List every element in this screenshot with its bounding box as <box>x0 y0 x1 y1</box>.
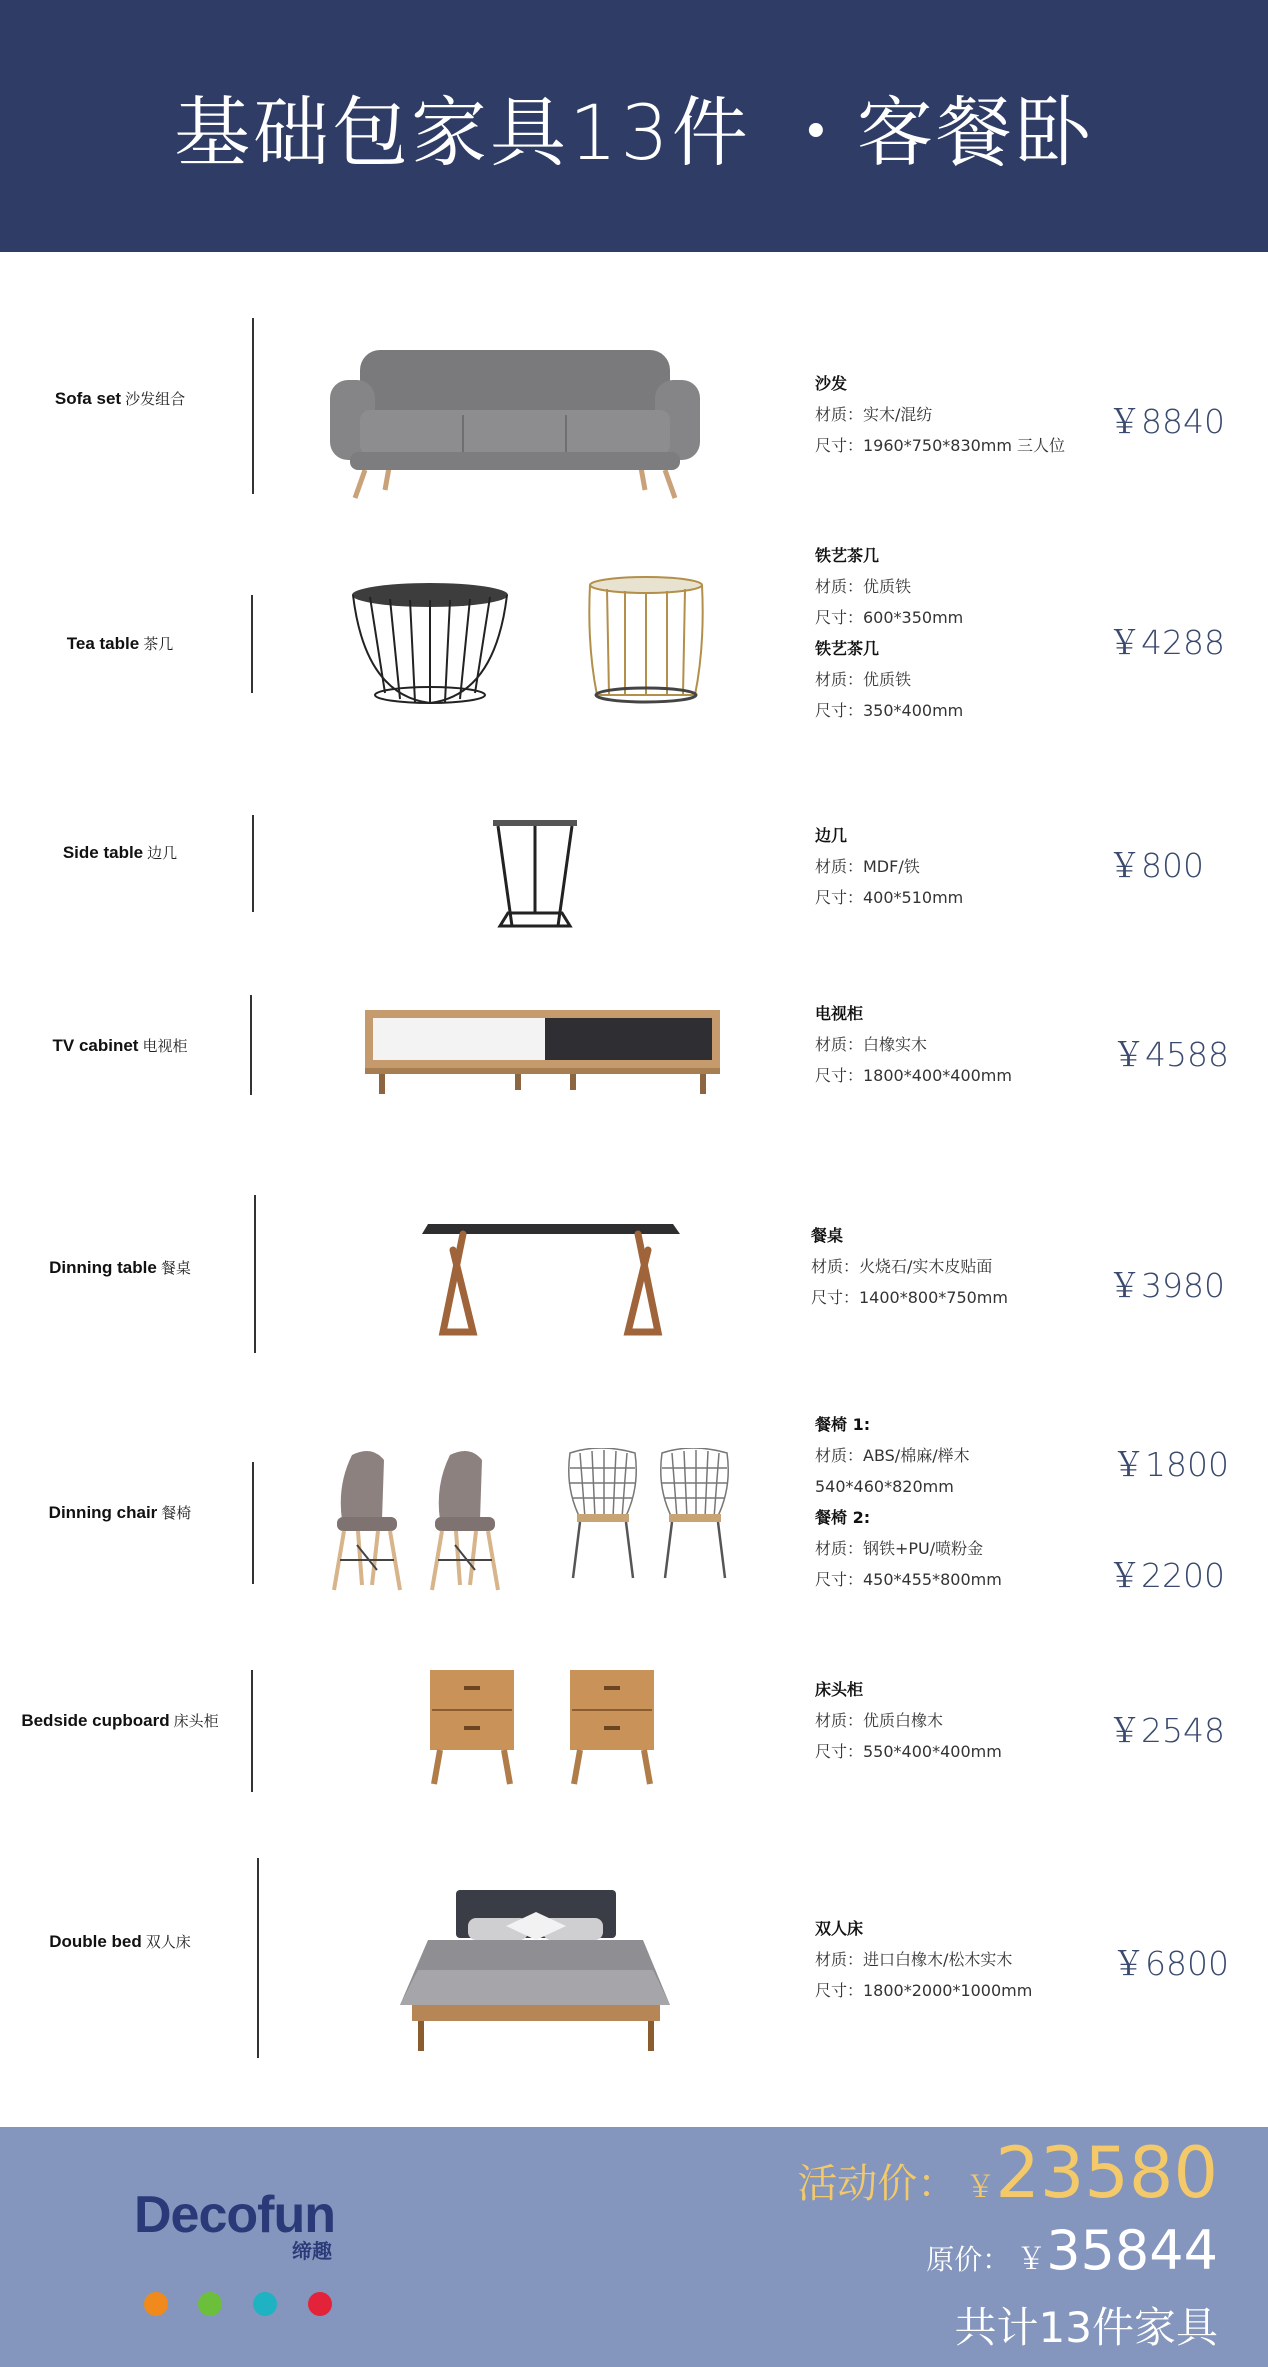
label-en: Dinning chair <box>48 1503 158 1522</box>
label-en: Bedside cupboard <box>21 1711 170 1730</box>
spec-size: 540*460*820mm <box>815 1477 954 1496</box>
spec-name: 双人床 <box>815 1919 864 1938</box>
item-spec <box>815 820 963 913</box>
item-label <box>0 1502 240 1523</box>
item-spec <box>815 368 1065 461</box>
dining-table-image <box>418 1220 683 1340</box>
orig-currency: ￥ <box>1016 2242 1047 2277</box>
label-cn: 沙发组合 <box>125 390 186 408</box>
sofa-image <box>330 340 700 500</box>
item-label <box>0 1035 240 1056</box>
spec-name: 餐桌 <box>811 1226 844 1245</box>
item-label <box>0 1257 240 1278</box>
spec-size: 尺寸：1800*2000*1000mm <box>815 1981 1033 2000</box>
spec-size: 尺寸：600*350mm <box>815 608 964 627</box>
spec-material: 材质：钢铁+PU/喷粉金 <box>815 1539 984 1558</box>
divider <box>254 1195 256 1353</box>
spec-material: 材质：优质铁 <box>815 577 912 596</box>
label-en: Side table <box>62 843 144 862</box>
brand-logo: Decofun <box>134 2186 335 2244</box>
spec-name: 餐椅 1: <box>815 1415 871 1434</box>
spec-name: 铁艺茶几 <box>815 639 880 658</box>
side-table-image <box>490 818 580 933</box>
spec-size: 尺寸：1400*800*750mm <box>811 1288 1008 1307</box>
item-label <box>0 388 240 409</box>
divider <box>252 1462 254 1584</box>
fabric-chairs-image <box>332 1445 522 1595</box>
footer <box>0 2127 1268 2367</box>
item-spec <box>811 1220 1008 1313</box>
label-en: Tea table <box>66 634 140 653</box>
item-spec <box>815 1409 1002 1595</box>
page-title: 基础包家具13件 ・客餐卧 <box>174 87 1094 177</box>
spec-size: 尺寸：550*400*400mm <box>815 1742 1002 1761</box>
item-price: ￥4288 <box>1108 623 1225 662</box>
item-label <box>0 842 240 863</box>
spec-name: 床头柜 <box>815 1680 864 1699</box>
divider <box>252 815 254 912</box>
spec-name: 餐椅 2: <box>815 1508 871 1527</box>
bedside-cupboard-image <box>568 1668 656 1786</box>
divider <box>251 1670 253 1792</box>
sale-currency: ￥ <box>965 2170 996 2205</box>
brand-logo-cn: 缔趣 <box>292 2239 332 2263</box>
divider <box>250 995 252 1095</box>
label-cn: 餐椅 <box>161 1504 192 1522</box>
spec-size: 尺寸：1960*750*830mm 三人位 <box>815 436 1066 455</box>
label-cn: 床头柜 <box>173 1712 219 1730</box>
double-bed-image <box>398 1890 673 2055</box>
item-spec <box>815 1674 1002 1767</box>
divider <box>251 595 253 693</box>
label-cn: 餐桌 <box>160 1259 191 1277</box>
wire-chairs-image <box>565 1448 735 1583</box>
item-spec <box>815 540 963 726</box>
spec-material: 材质：ABS/棉麻/榉木 <box>815 1446 970 1465</box>
item-price: ￥8840 <box>1108 402 1225 441</box>
spec-material: 材质：白橡实木 <box>815 1035 928 1054</box>
item-spec <box>815 1913 1032 2006</box>
label-cn: 茶几 <box>143 635 174 653</box>
spec-name: 铁艺茶几 <box>815 546 880 565</box>
label-en: Dinning table <box>49 1258 157 1277</box>
item-price: ￥6800 <box>1112 1944 1229 1983</box>
spec-name: 边几 <box>815 826 848 845</box>
item-price-2: ￥2200 <box>1108 1556 1225 1595</box>
spec-material: 材质：优质铁 <box>815 670 912 689</box>
item-price: ￥1800 <box>1112 1445 1229 1484</box>
orig-label: 原价： <box>926 2243 1011 2276</box>
spec-material: 材质：实木/混纺 <box>815 405 933 424</box>
item-label <box>0 1931 240 1952</box>
brand-dot-red <box>308 2292 332 2316</box>
item-price: ￥800 <box>1108 846 1204 885</box>
brand-dot-cyan <box>253 2292 277 2316</box>
total-count: 共计13件家具 <box>954 2303 1218 2352</box>
sale-price <box>797 2132 1218 2214</box>
item-price: ￥4588 <box>1112 1035 1229 1074</box>
spec-name: 电视柜 <box>815 1004 864 1023</box>
spec-name: 沙发 <box>815 374 848 393</box>
label-en: Double bed <box>49 1932 142 1951</box>
tv-cabinet-image <box>365 1010 720 1095</box>
bedside-cupboard-image <box>428 1668 516 1786</box>
label-cn: 双人床 <box>145 1933 191 1951</box>
item-price: ￥2548 <box>1108 1711 1225 1750</box>
brand-dot-green <box>198 2292 222 2316</box>
round-tea-table-image <box>345 575 515 710</box>
spec-material: 材质：MDF/铁 <box>815 857 920 876</box>
spec-size: 尺寸：1800*400*400mm <box>815 1066 1012 1085</box>
spec-material: 材质：优质白橡木 <box>815 1711 944 1730</box>
sale-label: 活动价： <box>797 2161 958 2207</box>
divider <box>252 318 254 494</box>
label-en: TV cabinet <box>52 1036 139 1055</box>
sale-value: 23580 <box>995 2132 1218 2214</box>
spec-size: 尺寸：400*510mm <box>815 888 964 907</box>
divider <box>257 1858 259 2058</box>
item-label <box>0 1710 240 1731</box>
spec-material: 材质：进口白橡木/松木实木 <box>815 1950 1013 1969</box>
label-cn: 电视柜 <box>142 1037 188 1055</box>
spec-size: 尺寸：450*455*800mm <box>815 1570 1002 1589</box>
orig-value: 35844 <box>1046 2219 1218 2282</box>
label-en: Sofa set <box>54 389 122 408</box>
spec-size: 尺寸：350*400mm <box>815 701 964 720</box>
brand-dot-orange <box>144 2292 168 2316</box>
page-header <box>0 0 1268 252</box>
label-cn: 边几 <box>147 844 178 862</box>
spec-material: 材质：火烧石/实木皮贴面 <box>811 1257 993 1276</box>
original-price <box>926 2219 1218 2282</box>
gold-tea-table-image <box>587 575 705 705</box>
item-spec <box>815 998 1012 1091</box>
item-label <box>0 633 240 654</box>
item-price: ￥3980 <box>1108 1266 1225 1305</box>
